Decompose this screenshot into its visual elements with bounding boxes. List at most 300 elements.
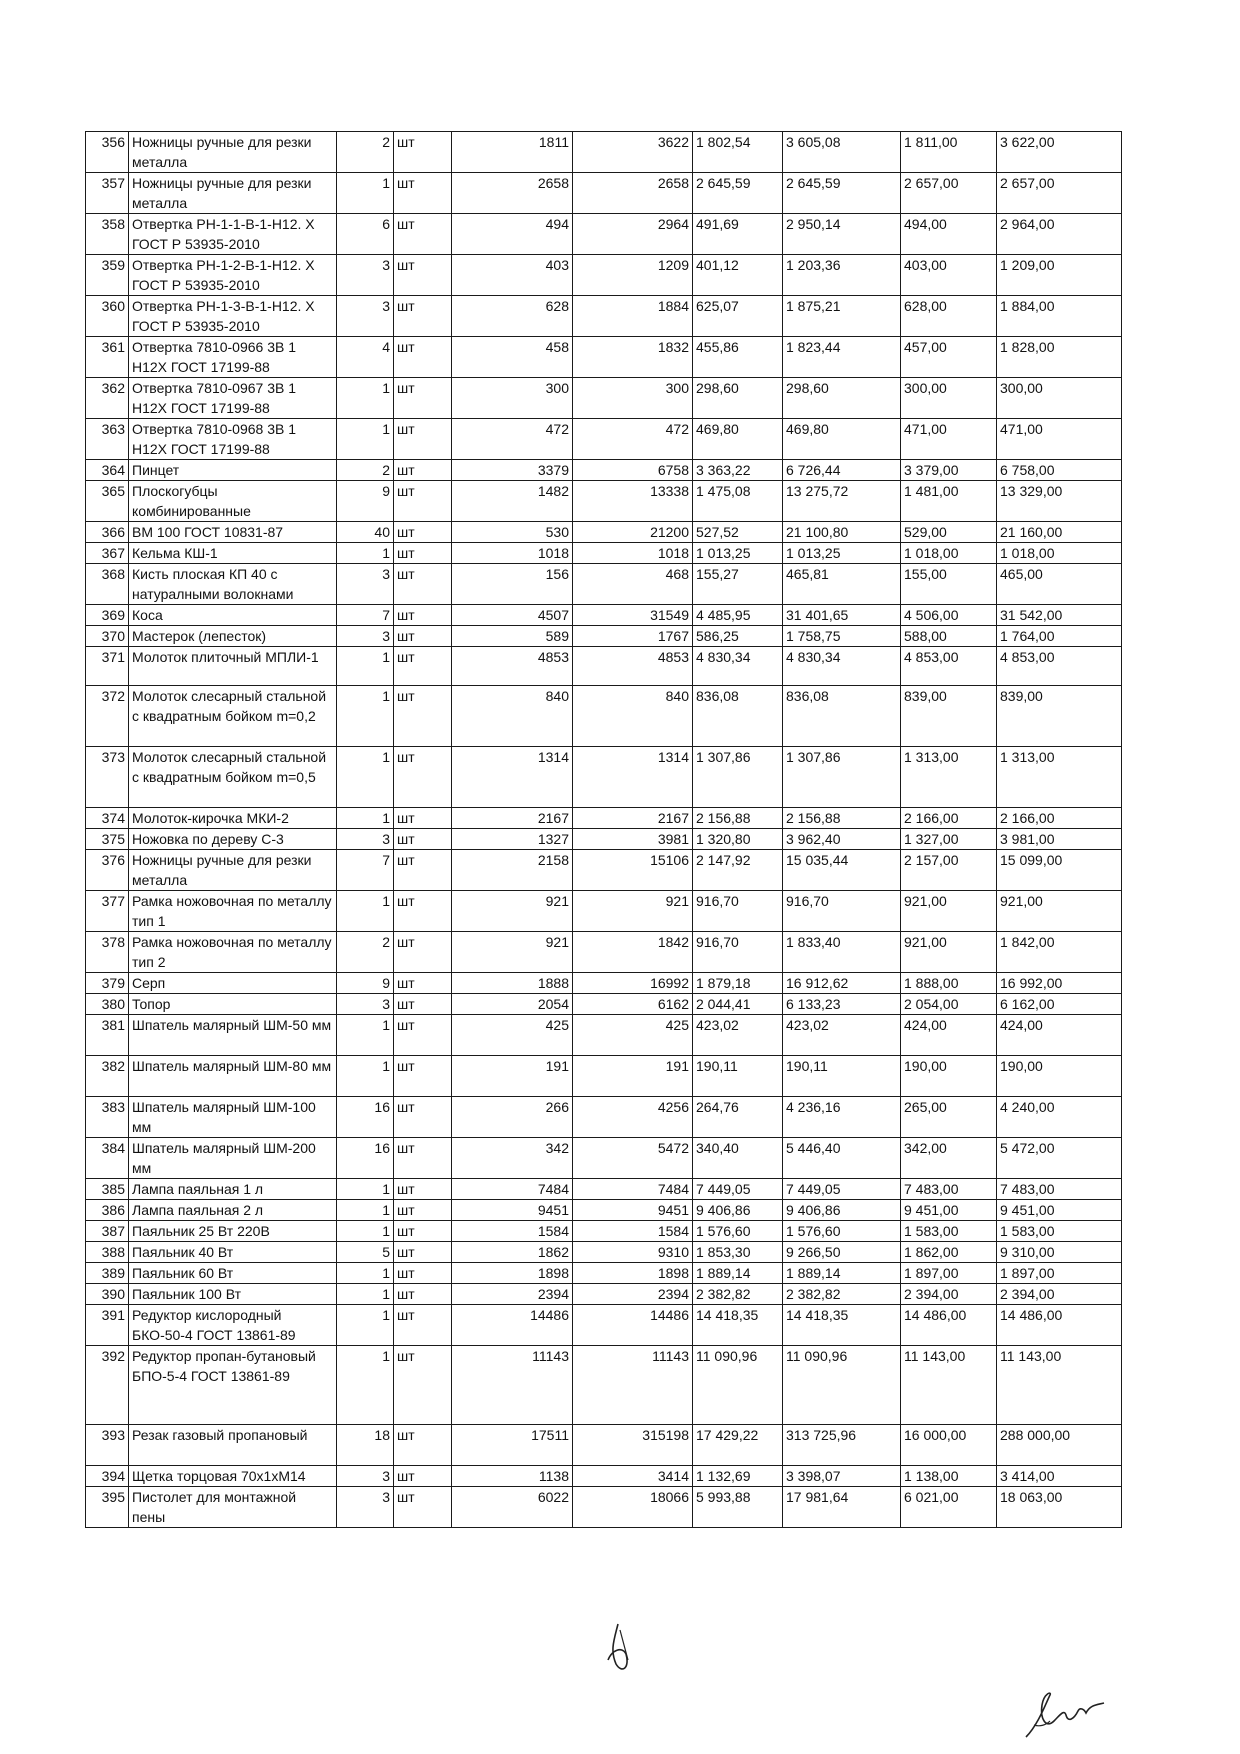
row-number: 393	[86, 1425, 129, 1466]
item-unit: шт	[394, 1466, 452, 1487]
item-qty: 1	[337, 747, 394, 808]
item-sum: 6758	[573, 460, 693, 481]
item-sum: 468	[573, 564, 693, 605]
item-price-3: 7 483,00	[901, 1179, 997, 1200]
item-name: Лампа паяльная 2 л	[129, 1200, 337, 1221]
item-unit: шт	[394, 522, 452, 543]
item-sum-2: 1 889,14	[783, 1263, 901, 1284]
item-unit: шт	[394, 829, 452, 850]
item-price: 403	[452, 255, 573, 296]
item-sum-2: 190,11	[783, 1056, 901, 1097]
item-sum: 1898	[573, 1263, 693, 1284]
item-sum-3: 190,00	[997, 1056, 1122, 1097]
item-price: 1898	[452, 1263, 573, 1284]
item-sum-2: 16 912,62	[783, 973, 901, 994]
item-sum-3: 5 472,00	[997, 1138, 1122, 1179]
item-unit: шт	[394, 1200, 452, 1221]
item-sum: 840	[573, 686, 693, 747]
item-name: Паяльник 60 Вт	[129, 1263, 337, 1284]
item-unit: шт	[394, 1138, 452, 1179]
item-sum: 191	[573, 1056, 693, 1097]
item-price-2: 340,40	[693, 1138, 783, 1179]
item-unit: шт	[394, 419, 452, 460]
item-name: Лампа паяльная 1 л	[129, 1179, 337, 1200]
table-row	[86, 1200, 1122, 1221]
row-number: 390	[86, 1284, 129, 1305]
item-unit: шт	[394, 543, 452, 564]
item-sum: 1018	[573, 543, 693, 564]
item-sum-2: 17 981,64	[783, 1487, 901, 1528]
table-row	[86, 564, 1122, 605]
item-sum: 5472	[573, 1138, 693, 1179]
item-qty: 1	[337, 686, 394, 747]
item-sum-3: 2 657,00	[997, 173, 1122, 214]
item-qty: 3	[337, 626, 394, 647]
item-sum: 1842	[573, 932, 693, 973]
row-number: 356	[86, 132, 129, 173]
item-unit: шт	[394, 747, 452, 808]
item-unit: шт	[394, 1305, 452, 1346]
item-name: Щетка торцовая 70х1хМ14	[129, 1466, 337, 1487]
item-name: Плоскогубцы комбинированные	[129, 481, 337, 522]
item-sum-2: 31 401,65	[783, 605, 901, 626]
item-price-3: 921,00	[901, 891, 997, 932]
item-name: Молоток слесарный стальной с квадратным бойком m=0,5	[129, 747, 337, 808]
item-price: 2054	[452, 994, 573, 1015]
item-sum-2: 423,02	[783, 1015, 901, 1056]
item-unit: шт	[394, 1097, 452, 1138]
item-price: 1811	[452, 132, 573, 173]
table-row	[86, 419, 1122, 460]
item-sum: 6162	[573, 994, 693, 1015]
item-price-3: 2 657,00	[901, 173, 997, 214]
item-price: 6022	[452, 1487, 573, 1528]
item-price-2: 836,08	[693, 686, 783, 747]
item-qty: 1	[337, 1015, 394, 1056]
item-price: 425	[452, 1015, 573, 1056]
item-sum-2: 1 576,60	[783, 1221, 901, 1242]
item-price-2: 1 889,14	[693, 1263, 783, 1284]
item-price-2: 2 147,92	[693, 850, 783, 891]
items-table-body	[86, 132, 1122, 1528]
row-number: 369	[86, 605, 129, 626]
table-row	[86, 543, 1122, 564]
item-price-2: 1 879,18	[693, 973, 783, 994]
item-sum: 1209	[573, 255, 693, 296]
table-row	[86, 173, 1122, 214]
item-sum: 11143	[573, 1346, 693, 1425]
item-sum: 7484	[573, 1179, 693, 1200]
row-number: 389	[86, 1263, 129, 1284]
row-number: 371	[86, 647, 129, 686]
table-row	[86, 378, 1122, 419]
item-price: 530	[452, 522, 573, 543]
item-name: Отвертка 7810-0966 3В 1 Н12Х ГОСТ 17199-88	[129, 337, 337, 378]
item-price-3: 4 853,00	[901, 647, 997, 686]
item-sum-2: 469,80	[783, 419, 901, 460]
item-sum: 2394	[573, 1284, 693, 1305]
row-number: 362	[86, 378, 129, 419]
item-price: 589	[452, 626, 573, 647]
table-row	[86, 1242, 1122, 1263]
item-price: 458	[452, 337, 573, 378]
table-row	[86, 1263, 1122, 1284]
item-sum-2: 298,60	[783, 378, 901, 419]
item-sum-2: 836,08	[783, 686, 901, 747]
item-price-3: 190,00	[901, 1056, 997, 1097]
item-price-2: 14 418,35	[693, 1305, 783, 1346]
item-unit: шт	[394, 460, 452, 481]
item-price: 921	[452, 891, 573, 932]
item-sum-2: 2 645,59	[783, 173, 901, 214]
item-name: Редуктор пропан-бутановый БПО-5-4 ГОСТ 13861-89	[129, 1346, 337, 1425]
item-sum: 2658	[573, 173, 693, 214]
item-sum-3: 14 486,00	[997, 1305, 1122, 1346]
item-sum-3: 300,00	[997, 378, 1122, 419]
item-price-2: 2 156,88	[693, 808, 783, 829]
item-sum: 921	[573, 891, 693, 932]
item-price-2: 1 475,08	[693, 481, 783, 522]
item-price: 840	[452, 686, 573, 747]
item-price-3: 9 451,00	[901, 1200, 997, 1221]
table-row	[86, 1056, 1122, 1097]
item-sum-2: 11 090,96	[783, 1346, 901, 1425]
item-price-2: 1 132,69	[693, 1466, 783, 1487]
row-number: 368	[86, 564, 129, 605]
item-sum-2: 1 875,21	[783, 296, 901, 337]
item-unit: шт	[394, 808, 452, 829]
item-price-2: 2 382,82	[693, 1284, 783, 1305]
table-row	[86, 481, 1122, 522]
item-name: Ножницы ручные для резки металла	[129, 173, 337, 214]
item-sum-2: 4 236,16	[783, 1097, 901, 1138]
row-number: 395	[86, 1487, 129, 1528]
item-unit: шт	[394, 255, 452, 296]
item-sum: 472	[573, 419, 693, 460]
item-price-3: 1 811,00	[901, 132, 997, 173]
item-name: Ножницы ручные для резки металла	[129, 850, 337, 891]
table-row	[86, 522, 1122, 543]
item-unit: шт	[394, 337, 452, 378]
item-sum-3: 921,00	[997, 891, 1122, 932]
item-sum-2: 6 133,23	[783, 994, 901, 1015]
item-qty: 16	[337, 1138, 394, 1179]
item-price-3: 1 888,00	[901, 973, 997, 994]
item-sum-3: 2 964,00	[997, 214, 1122, 255]
item-sum-3: 3 414,00	[997, 1466, 1122, 1487]
item-price: 11143	[452, 1346, 573, 1425]
item-name: Топор	[129, 994, 337, 1015]
item-price: 628	[452, 296, 573, 337]
item-sum-2: 3 962,40	[783, 829, 901, 850]
item-sum-3: 7 483,00	[997, 1179, 1122, 1200]
item-price-3: 4 506,00	[901, 605, 997, 626]
item-price-2: 3 363,22	[693, 460, 783, 481]
row-number: 364	[86, 460, 129, 481]
item-price-2: 2 645,59	[693, 173, 783, 214]
item-name: Резак газовый пропановый	[129, 1425, 337, 1466]
item-price-3: 403,00	[901, 255, 997, 296]
item-unit: шт	[394, 1487, 452, 1528]
row-number: 378	[86, 932, 129, 973]
table-row	[86, 891, 1122, 932]
item-unit: шт	[394, 1179, 452, 1200]
table-row	[86, 1346, 1122, 1425]
item-name: Отвертка 7810-0967 3В 1 Н12Х ГОСТ 17199-88	[129, 378, 337, 419]
item-price-3: 628,00	[901, 296, 997, 337]
item-unit: шт	[394, 647, 452, 686]
item-sum: 18066	[573, 1487, 693, 1528]
item-price-2: 17 429,22	[693, 1425, 783, 1466]
item-sum: 1584	[573, 1221, 693, 1242]
item-price: 2167	[452, 808, 573, 829]
item-price-2: 1 320,80	[693, 829, 783, 850]
item-unit: шт	[394, 132, 452, 173]
item-price-2: 190,11	[693, 1056, 783, 1097]
handwritten-mark	[600, 1620, 640, 1680]
item-name: Ножницы ручные для резки металла	[129, 132, 337, 173]
row-number: 357	[86, 173, 129, 214]
table-row	[86, 460, 1122, 481]
item-sum: 9310	[573, 1242, 693, 1263]
item-unit: шт	[394, 1056, 452, 1097]
item-unit: шт	[394, 1263, 452, 1284]
item-sum-3: 4 240,00	[997, 1097, 1122, 1138]
item-qty: 1	[337, 808, 394, 829]
item-price-2: 1 853,30	[693, 1242, 783, 1263]
item-unit: шт	[394, 481, 452, 522]
table-row	[86, 829, 1122, 850]
item-price: 7484	[452, 1179, 573, 1200]
item-price-2: 1 307,86	[693, 747, 783, 808]
item-sum: 1314	[573, 747, 693, 808]
item-qty: 2	[337, 932, 394, 973]
item-qty: 5	[337, 1242, 394, 1263]
item-sum-2: 3 398,07	[783, 1466, 901, 1487]
item-sum-3: 1 583,00	[997, 1221, 1122, 1242]
item-sum-3: 16 992,00	[997, 973, 1122, 994]
item-sum-3: 15 099,00	[997, 850, 1122, 891]
item-price-3: 2 054,00	[901, 994, 997, 1015]
item-name: Отвертка РН-1-3-В-1-Н12. Х ГОСТ Р 53935-2010	[129, 296, 337, 337]
item-price-3: 1 583,00	[901, 1221, 997, 1242]
item-name: Отвертка РН-1-1-В-1-Н12. Х ГОСТ Р 53935-2010	[129, 214, 337, 255]
item-sum-2: 2 950,14	[783, 214, 901, 255]
item-qty: 1	[337, 891, 394, 932]
item-price-2: 469,80	[693, 419, 783, 460]
table-row	[86, 1305, 1122, 1346]
item-name: Паяльник 40 Вт	[129, 1242, 337, 1263]
item-sum-3: 1 897,00	[997, 1263, 1122, 1284]
item-price-2: 916,70	[693, 891, 783, 932]
table-row	[86, 1015, 1122, 1056]
item-sum-3: 3 622,00	[997, 132, 1122, 173]
item-sum-2: 2 382,82	[783, 1284, 901, 1305]
item-sum-2: 916,70	[783, 891, 901, 932]
item-qty: 1	[337, 1263, 394, 1284]
item-price-2: 1 802,54	[693, 132, 783, 173]
item-price-3: 11 143,00	[901, 1346, 997, 1425]
item-name: ВМ 100 ГОСТ 10831-87	[129, 522, 337, 543]
item-sum-3: 9 310,00	[997, 1242, 1122, 1263]
item-qty: 1	[337, 1284, 394, 1305]
row-number: 383	[86, 1097, 129, 1138]
item-unit: шт	[394, 1346, 452, 1425]
item-name: Пинцет	[129, 460, 337, 481]
item-qty: 9	[337, 481, 394, 522]
item-name: Коса	[129, 605, 337, 626]
item-sum: 31549	[573, 605, 693, 626]
table-row	[86, 255, 1122, 296]
item-sum-3: 21 160,00	[997, 522, 1122, 543]
item-qty: 1	[337, 1056, 394, 1097]
item-qty: 16	[337, 1097, 394, 1138]
row-number: 367	[86, 543, 129, 564]
item-price: 1482	[452, 481, 573, 522]
item-sum-3: 1 313,00	[997, 747, 1122, 808]
item-sum-3: 839,00	[997, 686, 1122, 747]
item-price-2: 4 830,34	[693, 647, 783, 686]
table-row	[86, 1179, 1122, 1200]
item-price: 9451	[452, 1200, 573, 1221]
item-name: Мастерок (лепесток)	[129, 626, 337, 647]
item-price: 156	[452, 564, 573, 605]
item-price-2: 7 449,05	[693, 1179, 783, 1200]
row-number: 361	[86, 337, 129, 378]
item-sum-3: 6 758,00	[997, 460, 1122, 481]
item-price-3: 921,00	[901, 932, 997, 973]
item-qty: 18	[337, 1425, 394, 1466]
row-number: 360	[86, 296, 129, 337]
item-price-2: 916,70	[693, 932, 783, 973]
item-qty: 3	[337, 1466, 394, 1487]
table-row	[86, 1466, 1122, 1487]
item-sum: 13338	[573, 481, 693, 522]
item-sum-2: 5 446,40	[783, 1138, 901, 1179]
table-row	[86, 973, 1122, 994]
item-name: Шпатель малярный ШМ-50 мм	[129, 1015, 337, 1056]
row-number: 359	[86, 255, 129, 296]
item-price: 17511	[452, 1425, 573, 1466]
item-price: 2658	[452, 173, 573, 214]
item-sum-3: 465,00	[997, 564, 1122, 605]
item-name: Паяльник 100 Вт	[129, 1284, 337, 1305]
table-row	[86, 132, 1122, 173]
item-price: 4507	[452, 605, 573, 626]
item-qty: 1	[337, 543, 394, 564]
row-number: 391	[86, 1305, 129, 1346]
item-price: 494	[452, 214, 573, 255]
row-number: 382	[86, 1056, 129, 1097]
row-number: 370	[86, 626, 129, 647]
item-price: 921	[452, 932, 573, 973]
item-qty: 3	[337, 994, 394, 1015]
item-price-3: 1 138,00	[901, 1466, 997, 1487]
item-price-3: 14 486,00	[901, 1305, 997, 1346]
item-unit: шт	[394, 1425, 452, 1466]
item-sum-2: 14 418,35	[783, 1305, 901, 1346]
item-unit: шт	[394, 973, 452, 994]
item-sum-3: 471,00	[997, 419, 1122, 460]
table-row	[86, 605, 1122, 626]
item-sum: 16992	[573, 973, 693, 994]
item-price-2: 1 013,25	[693, 543, 783, 564]
item-qty: 1	[337, 1305, 394, 1346]
item-price: 1018	[452, 543, 573, 564]
item-sum: 3414	[573, 1466, 693, 1487]
item-qty: 1	[337, 173, 394, 214]
item-price: 1327	[452, 829, 573, 850]
row-number: 376	[86, 850, 129, 891]
item-price: 472	[452, 419, 573, 460]
row-number: 385	[86, 1179, 129, 1200]
table-row	[86, 1425, 1122, 1466]
item-sum-2: 1 307,86	[783, 747, 901, 808]
item-sum-2: 1 758,75	[783, 626, 901, 647]
item-price-3: 529,00	[901, 522, 997, 543]
item-name: Отвертка 7810-0968 3В 1 Н12Х ГОСТ 17199-88	[129, 419, 337, 460]
row-number: 372	[86, 686, 129, 747]
item-price: 1138	[452, 1466, 573, 1487]
item-sum: 14486	[573, 1305, 693, 1346]
item-sum: 2964	[573, 214, 693, 255]
item-sum: 300	[573, 378, 693, 419]
item-sum-2: 4 830,34	[783, 647, 901, 686]
item-price: 342	[452, 1138, 573, 1179]
item-unit: шт	[394, 891, 452, 932]
item-unit: шт	[394, 1221, 452, 1242]
item-name: Рамка ножовочная по металлу тип 1	[129, 891, 337, 932]
item-qty: 2	[337, 460, 394, 481]
table-row	[86, 1284, 1122, 1305]
item-sum-2: 9 406,86	[783, 1200, 901, 1221]
item-name: Шпатель малярный ШМ-200 мм	[129, 1138, 337, 1179]
item-price-3: 342,00	[901, 1138, 997, 1179]
item-price-2: 5 993,88	[693, 1487, 783, 1528]
item-price-2: 625,07	[693, 296, 783, 337]
item-sum: 1767	[573, 626, 693, 647]
table-row	[86, 626, 1122, 647]
row-number: 377	[86, 891, 129, 932]
item-sum-3: 31 542,00	[997, 605, 1122, 626]
item-sum: 315198	[573, 1425, 693, 1466]
row-number: 384	[86, 1138, 129, 1179]
row-number: 366	[86, 522, 129, 543]
row-number: 381	[86, 1015, 129, 1056]
item-name: Серп	[129, 973, 337, 994]
item-unit: шт	[394, 932, 452, 973]
row-number: 392	[86, 1346, 129, 1425]
item-price-3: 1 018,00	[901, 543, 997, 564]
item-unit: шт	[394, 686, 452, 747]
table-row	[86, 932, 1122, 973]
table-row	[86, 994, 1122, 1015]
item-price-3: 494,00	[901, 214, 997, 255]
item-sum-2: 13 275,72	[783, 481, 901, 522]
row-number: 388	[86, 1242, 129, 1263]
item-price-2: 11 090,96	[693, 1346, 783, 1425]
item-unit: шт	[394, 1242, 452, 1263]
item-sum-3: 288 000,00	[997, 1425, 1122, 1466]
item-unit: шт	[394, 173, 452, 214]
item-price-3: 1 313,00	[901, 747, 997, 808]
item-price-3: 155,00	[901, 564, 997, 605]
item-sum: 21200	[573, 522, 693, 543]
item-price: 1862	[452, 1242, 573, 1263]
item-sum-3: 424,00	[997, 1015, 1122, 1056]
item-price: 1314	[452, 747, 573, 808]
item-price-3: 1 327,00	[901, 829, 997, 850]
